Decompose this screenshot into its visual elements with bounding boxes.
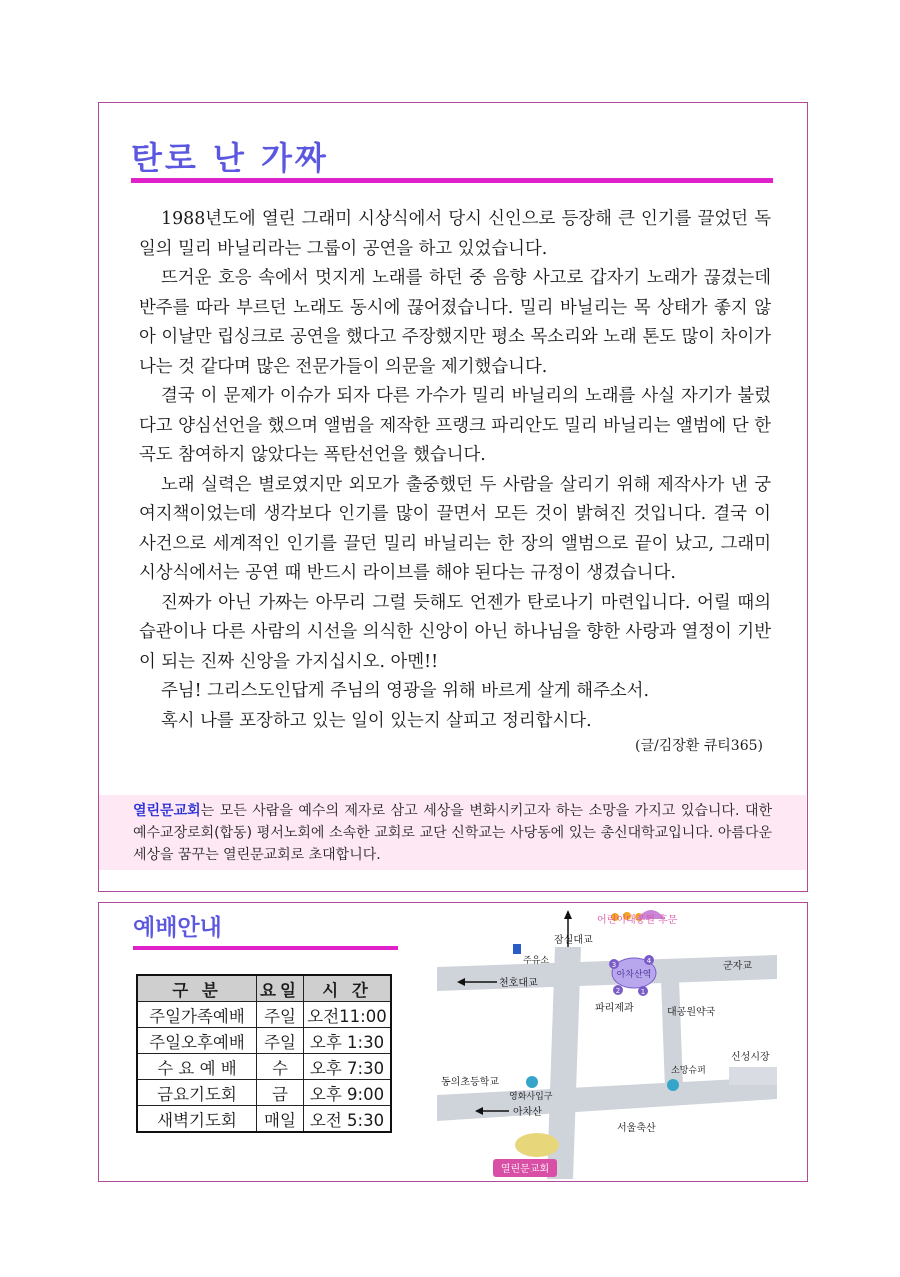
cell-service: 수 요 예 배 xyxy=(137,1054,257,1080)
cell-day: 수 xyxy=(257,1054,304,1080)
cell-day: 매일 xyxy=(257,1106,304,1133)
arrow-north-head xyxy=(564,910,572,919)
bus-stop-icon xyxy=(526,1076,538,1088)
worship-title: 예배안내 xyxy=(133,915,222,941)
label-seoul-butcher: 서울축산 xyxy=(617,1123,656,1134)
cell-time: 오전 5:30 xyxy=(304,1106,392,1133)
header-day: 요일 xyxy=(257,975,304,1002)
label-paris-bakery: 파리제과 xyxy=(595,1003,634,1014)
article-paragraph: 노래 실력은 별로였지만 외모가 출중했던 두 사람을 살리기 위해 제작사가 낸 궁여지책이었는데 생각보다 인기를 많이 끌면서 모든 것이 밝혀진 것입니다. 결국 이 사건으로 세계적인 인기를 끌던 밀리 바닐리는 한 장의 앨범으로 끝이 났고, 그래미 시상식에서는 공연 때 반드시 라이브를 해야 된다는 규정이 생겼습니다. xyxy=(139,474,771,583)
label-achasan-station: 아차산역 xyxy=(616,970,652,980)
label-achasan: 아차산 xyxy=(513,1107,542,1118)
exit-number: 1 xyxy=(640,988,646,996)
article-signature: (글/김장환 큐티365) xyxy=(635,738,763,754)
table-row xyxy=(137,1080,391,1106)
church-illustration xyxy=(515,1133,559,1157)
article-title: 탄로 난 가짜 xyxy=(131,139,329,177)
article-box xyxy=(98,102,808,892)
gas-station-icon xyxy=(513,944,521,954)
church-intro-text: 는 모든 사람을 예수의 제자로 삼고 세상을 변화시키고자 하는 소망을 가지고 있습니다. 대한예수교장로회(합동) 평서노회에 소속한 교회로 교단 신학교는 사당동에 있는 총신대학교입니다. 아름다운 세상을 꿈꾸는 열린문교회로 초대합니다. xyxy=(133,803,772,863)
cell-time: 오후 1:30 xyxy=(304,1028,392,1054)
bus-stop-icon xyxy=(667,1079,679,1091)
church-name: 열린문교회 xyxy=(133,803,201,819)
article-paragraph: 결국 이 문제가 이슈가 되자 다른 가수가 밀리 바닐리의 노래를 사실 자기가 불렀다고 양심선언을 했으며 앨범을 제작한 프랭크 파리안도 밀리 바닐리는 앨범에 단 한 곡도 참여하지 않았다는 폭탄선언을 했습니다. xyxy=(139,386,771,465)
church-intro xyxy=(99,795,806,870)
cell-service: 새벽기도회 xyxy=(137,1106,257,1133)
label-gas-station: 주유소 xyxy=(523,956,550,966)
exit-number: 3 xyxy=(611,961,617,969)
map-market-block xyxy=(729,1067,777,1085)
label-dongui-school: 동의초등학교 xyxy=(441,1077,499,1088)
cell-service: 주일오후예배 xyxy=(137,1028,257,1054)
label-children-park: 어린이대공원 후문 xyxy=(597,915,678,926)
label-gunja-bridge: 군자교 xyxy=(723,961,752,972)
table-row xyxy=(137,1106,391,1133)
cell-day: 주일 xyxy=(257,1002,304,1028)
table-row xyxy=(137,1054,391,1080)
article-paragraph: 1988년도에 열린 그래미 시상식에서 당시 신인으로 등장해 큰 인기를 끌었던 독일의 밀리 바닐리라는 그룹이 공연을 하고 있었습니다. xyxy=(139,209,771,259)
worship-underline xyxy=(133,946,398,950)
title-underline xyxy=(131,178,773,183)
label-jamsil-bridge: 잠실대교 xyxy=(554,935,593,946)
label-somang-supermarket: 소망슈퍼 xyxy=(671,1066,706,1076)
cell-day: 금 xyxy=(257,1080,304,1106)
exit-number: 2 xyxy=(615,987,621,995)
cell-day: 주일 xyxy=(257,1028,304,1054)
header-time: 시 간 xyxy=(304,975,392,1002)
label-yeonghwa-entrance: 영화사입구 xyxy=(509,1092,553,1102)
article-paragraph: 진짜가 아닌 가짜는 아무리 그럴 듯해도 언젠가 탄로나기 마련입니다. 어릴 때의 습관이나 다른 사람의 시선을 의식한 신앙이 아닌 하나님을 향한 사랑과 열정이 기반이 되는 진짜 신앙을 가지십시오. 아멘!! xyxy=(139,592,771,672)
table-row xyxy=(137,1028,391,1054)
church-location-map xyxy=(437,907,777,1179)
article-paragraph: 주님! 그리스도인답게 주님의 영광을 위해 바르게 살게 해주소서. xyxy=(161,681,649,701)
label-daegong-pharmacy: 대공원약국 xyxy=(667,1007,716,1018)
cell-time: 오후 7:30 xyxy=(304,1054,392,1080)
cell-service: 금요기도회 xyxy=(137,1080,257,1106)
article-body xyxy=(139,205,771,736)
table-row xyxy=(137,1002,391,1028)
article-paragraph: 뜨거운 호응 속에서 멋지게 노래를 하던 중 음향 사고로 갑자기 노래가 끊겼는데 반주를 따라 부르던 노래도 동시에 끊어졌습니다. 밀리 바닐리는 목 상태가 좋지 않아 이날만 립싱크로 공연을 했다고 주장했지만 평소 목소리와 노래 톤도 많이 차이가 나는 것 같다며 많은 전문가들이 의문을 제기했습니다. xyxy=(139,268,771,377)
cell-time: 오전11:00 xyxy=(304,1002,392,1028)
label-church: 열린문교회 xyxy=(500,1164,550,1175)
article-paragraph: 혹시 나를 포장하고 있는 일이 있는지 살피고 정리합시다. xyxy=(161,710,592,731)
cell-service: 주일가족예배 xyxy=(137,1002,257,1028)
exit-number: 4 xyxy=(646,957,652,965)
label-cheonho-bridge: 천호대교 xyxy=(499,978,538,989)
cell-time: 오후 9:00 xyxy=(304,1080,392,1106)
label-sinseong-market: 신성시장 xyxy=(731,1052,770,1063)
worship-schedule-table xyxy=(136,974,392,1133)
table-header-row xyxy=(137,975,391,1002)
worship-box xyxy=(98,902,808,1182)
header-category: 구 분 xyxy=(137,975,257,1002)
